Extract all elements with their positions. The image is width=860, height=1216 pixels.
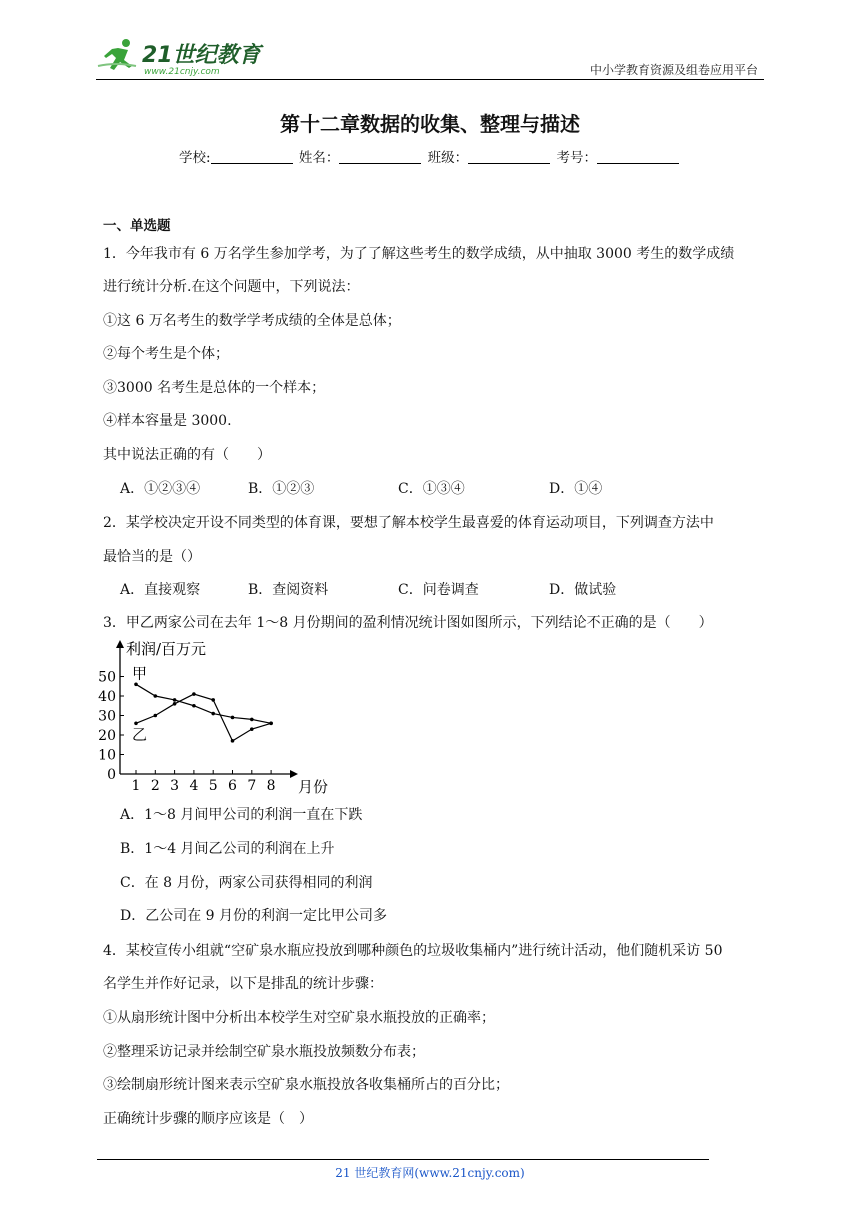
chart-ylabel: 利润/百万元 <box>126 640 207 658</box>
y-axis-arrow <box>116 640 124 648</box>
student-info-line <box>0 146 860 166</box>
q1-line1: 1．今年我市有 6 万名学生参加学考，为了了解这些考生的数学成绩，从中抽取 3000 考生的数学成绩 <box>103 246 735 262</box>
q2-option-c: C．问卷调查 <box>398 582 479 598</box>
q1-question: 其中说法正确的有（ ） <box>103 447 271 463</box>
data-point <box>134 683 138 687</box>
q3-option-b: B．1～4 月间乙公司的利润在上升 <box>120 841 335 857</box>
q1-statement-2: ②每个考生是个体； <box>103 346 229 362</box>
chart-series <box>132 664 273 743</box>
q2-line2: 最恰当的是（） <box>103 549 201 565</box>
q2-option-d: D．做试验 <box>549 582 617 598</box>
q2-option-a: A．直接观察 <box>120 582 201 598</box>
q1-option-d: D．①④ <box>549 481 603 497</box>
data-point <box>231 716 235 720</box>
y-tick-label: 30 <box>98 708 116 725</box>
q4-statement-3: ③绘制扇形统计图来表示空矿泉水瓶投放各收集桶所占的百分比； <box>103 1077 509 1093</box>
exam-no-blank <box>597 149 679 164</box>
q1-option-b: B．①②③ <box>248 481 315 497</box>
data-point <box>269 722 273 726</box>
q1-statement-3: ③3000 名考生是总体的一个样本； <box>103 380 326 396</box>
section-heading: 一、单选题 <box>103 218 171 234</box>
x-tick-label: 4 <box>189 778 199 794</box>
q3-option-d: D．乙公司在 9 月份的利润一定比甲公司多 <box>120 908 388 924</box>
name-blank <box>339 149 421 164</box>
q4-line2: 名学生并作好记录，以下是排乱的统计步骤： <box>103 976 383 992</box>
series-line-jia <box>136 684 271 723</box>
x-tick-label: 8 <box>266 778 276 794</box>
footer-link[interactable]: 21 世纪教育网(www.21cnjy.com) <box>335 1166 525 1180</box>
exam-no-label: 考号： <box>556 150 597 166</box>
platform-name: 中小学教育资源及组卷应用平台 <box>589 63 758 77</box>
data-point <box>192 692 196 696</box>
q2-option-b: B．查阅资料 <box>248 582 329 598</box>
class-blank <box>468 149 550 164</box>
q4-statement-2: ②整理采访记录并绘制空矿泉水瓶投放频数分布表； <box>103 1044 425 1060</box>
name-label: 姓名： <box>298 150 340 166</box>
q4-line1: 4．某校宣传小组就“空矿泉水瓶应投放到哪种颜色的垃圾收集桶内”进行统计活动，他们随机采访 50 <box>103 943 723 959</box>
x-tick-label: 7 <box>247 778 257 794</box>
runner-logo-icon <box>96 36 266 80</box>
data-point <box>250 727 254 731</box>
school-blank <box>211 149 293 164</box>
x-tick-label: 3 <box>170 778 180 794</box>
site-logo <box>96 36 266 80</box>
q1-statement-1: ①这 6 万名考生的数学学考成绩的全体是总体； <box>103 313 401 329</box>
chart-ticks <box>98 670 275 795</box>
series-label: 甲 <box>132 664 148 683</box>
q4-statement-1: ①从扇形统计图中分析出本校学生对空矿泉水瓶投放的正确率； <box>103 1010 495 1026</box>
data-point <box>154 714 158 718</box>
data-point <box>154 694 158 698</box>
data-point <box>173 698 177 702</box>
data-point <box>211 712 215 716</box>
data-point <box>173 702 177 706</box>
header-divider <box>96 79 764 80</box>
data-point <box>250 718 254 722</box>
q3-option-c: C．在 8 月份，两家公司获得相同的利润 <box>120 875 373 891</box>
y-tick-label: 50 <box>98 669 116 686</box>
data-point <box>211 698 215 702</box>
class-label: 班级： <box>427 150 469 166</box>
q1-statement-4: ④样本容量是 3000. <box>103 413 232 429</box>
data-point <box>231 739 235 743</box>
profit-line-chart <box>100 634 340 800</box>
x-tick-label: 6 <box>228 778 237 794</box>
q1-line2: 进行统计分析.在这个问题中，下列说法： <box>103 279 360 295</box>
q2-line1: 2．某学校决定开设不同类型的体育课，要想了解本校学生最喜爱的体育运动项目，下列调查方法中 <box>103 515 714 531</box>
x-tick-label: 2 <box>150 778 160 794</box>
q1-option-c: C．①③④ <box>398 481 465 497</box>
logo-text: 21世纪教育 <box>142 43 261 68</box>
page-title: 第十二章数据的收集、整理与描述 <box>280 112 580 136</box>
school-label: 学校: <box>179 150 211 166</box>
x-axis-arrow <box>290 770 298 778</box>
x-tick-label: 5 <box>208 778 218 794</box>
data-point <box>192 704 196 708</box>
q4-question: 正确统计步骤的顺序应该是（ ） <box>103 1111 313 1127</box>
y-tick-label: 20 <box>98 728 116 744</box>
chart-xlabel: 月份 <box>298 778 329 796</box>
y-tick-label: 10 <box>98 747 116 764</box>
x-tick-label: 1 <box>131 778 141 794</box>
series-line-yi <box>136 694 271 741</box>
logo-url: www.21cnjy.com <box>144 67 220 77</box>
chart-axes <box>116 640 298 778</box>
q3-option-a: A．1～8 月间甲公司的利润一直在下跌 <box>120 807 363 823</box>
y-tick-label: 40 <box>98 689 116 705</box>
series-label: 乙 <box>132 725 148 744</box>
q3-line1: 3．甲乙两家公司在去年 1～8 月份期间的盈利情况统计图如图所示，下列结论不正确的是（ ） <box>103 615 713 631</box>
footer-divider <box>97 1159 709 1160</box>
y-tick-label: 0 <box>107 767 116 783</box>
q1-option-a: A．①②③④ <box>120 481 201 497</box>
